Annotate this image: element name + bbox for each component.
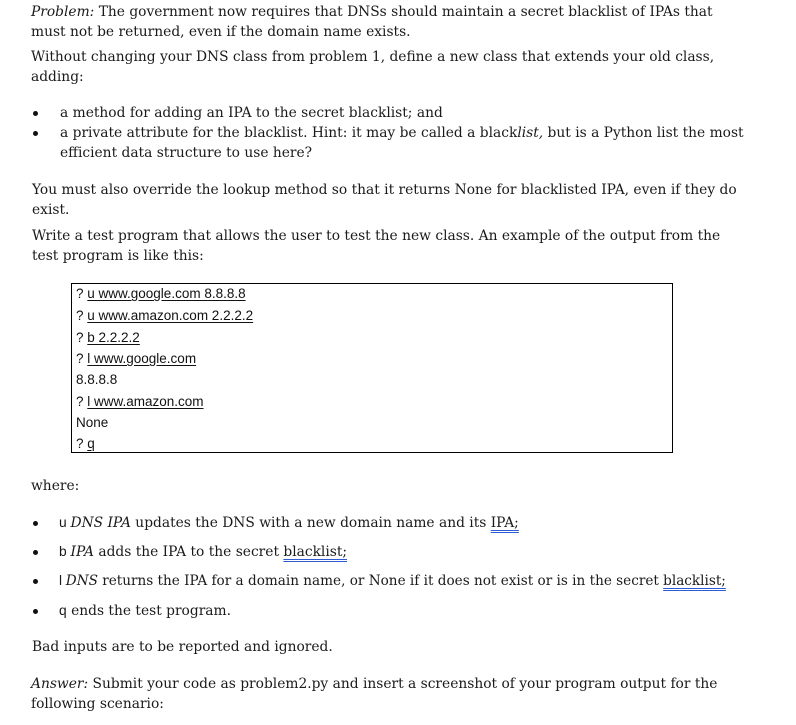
requirement-attribute-text-end: but is a Python list the most xyxy=(543,125,744,141)
bullet-marker xyxy=(33,131,38,136)
command-letter: l xyxy=(59,573,66,588)
bullet-marker xyxy=(33,579,38,584)
command-description: updates the DNS with a new domain name and its xyxy=(130,515,491,531)
answer-paragraph xyxy=(31,674,717,694)
requirement-attribute-italic: list, xyxy=(517,125,544,141)
command-letter: u xyxy=(59,515,71,530)
sample-line xyxy=(76,329,140,347)
bullet-marker xyxy=(33,550,38,555)
command-q xyxy=(59,601,231,621)
where-label: where: xyxy=(31,478,80,494)
command-description: ends the test program. xyxy=(66,603,231,619)
command-link: IPA; xyxy=(490,515,519,531)
sample-line xyxy=(76,285,246,303)
requirement-attribute xyxy=(60,123,744,143)
prompt: ? xyxy=(76,436,88,451)
command-b xyxy=(59,542,347,562)
answer-line-1: Submit your code as problem2.py and insert a screenshot of your program output for the xyxy=(88,676,718,692)
command-args: IPA xyxy=(70,544,94,560)
problem-line-2: must not be returned, even if the domain name exists. xyxy=(31,24,411,40)
answer-line-2: following scenario: xyxy=(31,696,164,712)
command-description: returns the IPA for a domain name, or None if it does not exist or is in the secret xyxy=(97,573,664,589)
sample-line xyxy=(76,393,204,411)
prompt: ? xyxy=(76,308,88,323)
test-intro-line-2: test program is like this: xyxy=(32,248,204,264)
prompt: ? xyxy=(76,330,88,345)
user-input: u www.google.com 8.8.8.8 xyxy=(87,286,246,301)
user-input: u www.amazon.com 2.2.2.2 xyxy=(87,308,254,323)
user-input: q xyxy=(87,436,95,451)
sample-output-line: None xyxy=(76,415,109,430)
user-input: l www.amazon.com xyxy=(87,394,204,409)
sample-output-line: 8.8.8.8 xyxy=(76,372,118,387)
requirement-attribute-text: a private attribute for the blacklist. Hint: it may be called a black xyxy=(60,125,518,141)
prompt: ? xyxy=(76,351,88,366)
command-l xyxy=(59,571,726,591)
prompt: ? xyxy=(76,394,88,409)
problem-line-1: The government now requires that DNSs should maintain a secret blacklist of IPAs that xyxy=(94,4,713,20)
problem-paragraph xyxy=(31,2,713,22)
requirement-method: a method for adding an IPA to the secret blacklist; and xyxy=(60,105,443,121)
sample-line xyxy=(76,435,95,453)
prompt: ? xyxy=(76,286,88,301)
sample-line xyxy=(76,350,196,368)
command-args: DNS IPA xyxy=(70,515,131,531)
sample-output-box xyxy=(71,283,673,453)
command-args: DNS xyxy=(65,573,98,589)
bad-inputs-note: Bad inputs are to be reported and ignored. xyxy=(32,639,333,655)
command-description: adds the IPA to the secret xyxy=(93,544,284,560)
intro-line-1: Without changing your DNS class from problem 1, define a new class that extends your old class, xyxy=(31,49,715,65)
problem-label: Problem: xyxy=(31,4,95,20)
command-link: blacklist; xyxy=(663,573,726,589)
user-input: b 2.2.2.2 xyxy=(87,330,140,345)
bullet-marker xyxy=(33,609,38,614)
answer-label: Answer: xyxy=(31,676,89,692)
user-input: l www.google.com xyxy=(87,351,197,366)
bullet-marker xyxy=(33,111,38,116)
override-line-2: exist. xyxy=(32,202,70,218)
command-link: blacklist; xyxy=(283,544,348,560)
test-intro-line-1: Write a test program that allows the user to test the new class. An example of the output from the xyxy=(32,228,721,244)
command-u xyxy=(59,513,519,533)
intro-line-2: adding: xyxy=(31,69,84,85)
sample-line xyxy=(76,307,253,325)
bullet-marker xyxy=(33,521,38,526)
command-letter: b xyxy=(59,544,71,559)
requirement-attribute-line-2: efficient data structure to use here? xyxy=(60,145,313,161)
command-letter: q xyxy=(59,603,67,618)
override-line-1: You must also override the lookup method so that it returns None for blacklisted IPA, even if they do xyxy=(32,182,737,198)
